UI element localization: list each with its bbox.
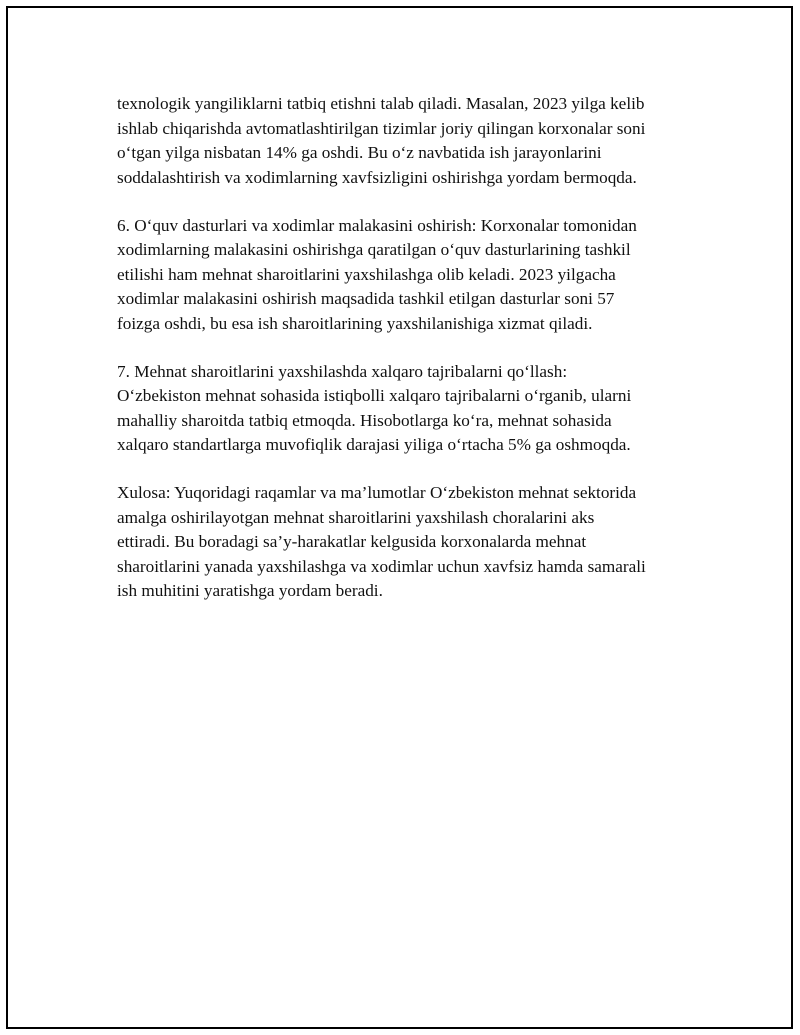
text-line: ishlab chiqarishda avtomatlashtirilgan tizimlar joriy qilingan korxonalar soni	[117, 118, 646, 138]
text-line: xalqaro standartlarga muvofiqlik darajasi yiliga o‘rtacha 5% ga oshmoqda.	[117, 435, 631, 454]
text-line: ettiradi. Bu boradagi sa’y-harakatlar kelgusida korxonalarda mehnat	[117, 532, 587, 551]
text-line: xodimlar malakasini oshirish maqsadida tashkil etilgan dasturlar soni 57	[117, 289, 615, 308]
text-line: mahalliy sharoitda tatbiq etmoqda. Hisobotlarga ko‘ra, mehnat sohasida	[117, 410, 612, 430]
text-line: amalga oshirilayotgan mehnat sharoitlarini yaxshilash choralarini aks	[117, 507, 595, 527]
text-line: soddalashtirish va xodimlarning xavfsizligini oshirishga yordam bermoqda.	[117, 167, 637, 187]
text-line: foizga oshdi, bu esa ish sharoitlarining yaxshilanishiga xizmat qiladi.	[117, 313, 593, 333]
text-line: Xulosa: Yuqoridagi raqamlar va ma’lumotlar O‘zbekiston mehnat sektorida	[117, 483, 637, 502]
text-line: sharoitlarini yanada yaxshilashga va xodimlar uchun xavfsiz hamda samarali	[117, 556, 646, 576]
text-line: ish muhitini yaratishga yordam beradi.	[117, 581, 383, 600]
paragraph-intro-continuation	[117, 92, 702, 190]
text-line: 7. Mehnat sharoitlarini yaxshilashda xalqaro tajribalarni qo‘llash:	[117, 361, 568, 381]
document-body	[117, 92, 702, 627]
text-line: etilishi ham mehnat sharoitlarini yaxshilashga olib keladi. 2023 yilgacha	[117, 264, 616, 284]
text-line: texnologik yangiliklarni tatbiq etishni talab qiladi. Masalan, 2023 yilga kelib	[117, 94, 645, 113]
text-line: 6. O‘quv dasturlari va xodimlar malakasini oshirish: Korxonalar tomonidan	[117, 215, 637, 235]
paragraph-section-7	[117, 360, 702, 458]
paragraph-section-6	[117, 214, 702, 337]
paragraph-conclusion	[117, 481, 702, 604]
text-line: O‘zbekiston mehnat sohasida istiqbolli xalqaro tajribalarni o‘rganib, ularni	[117, 386, 632, 405]
text-line: o‘tgan yilga nisbatan 14% ga oshdi. Bu o‘z navbatida ish jarayonlarini	[117, 143, 602, 162]
text-line: xodimlarning malakasini oshirishga qaratilgan o‘quv dasturlarining tashkil	[117, 240, 631, 259]
